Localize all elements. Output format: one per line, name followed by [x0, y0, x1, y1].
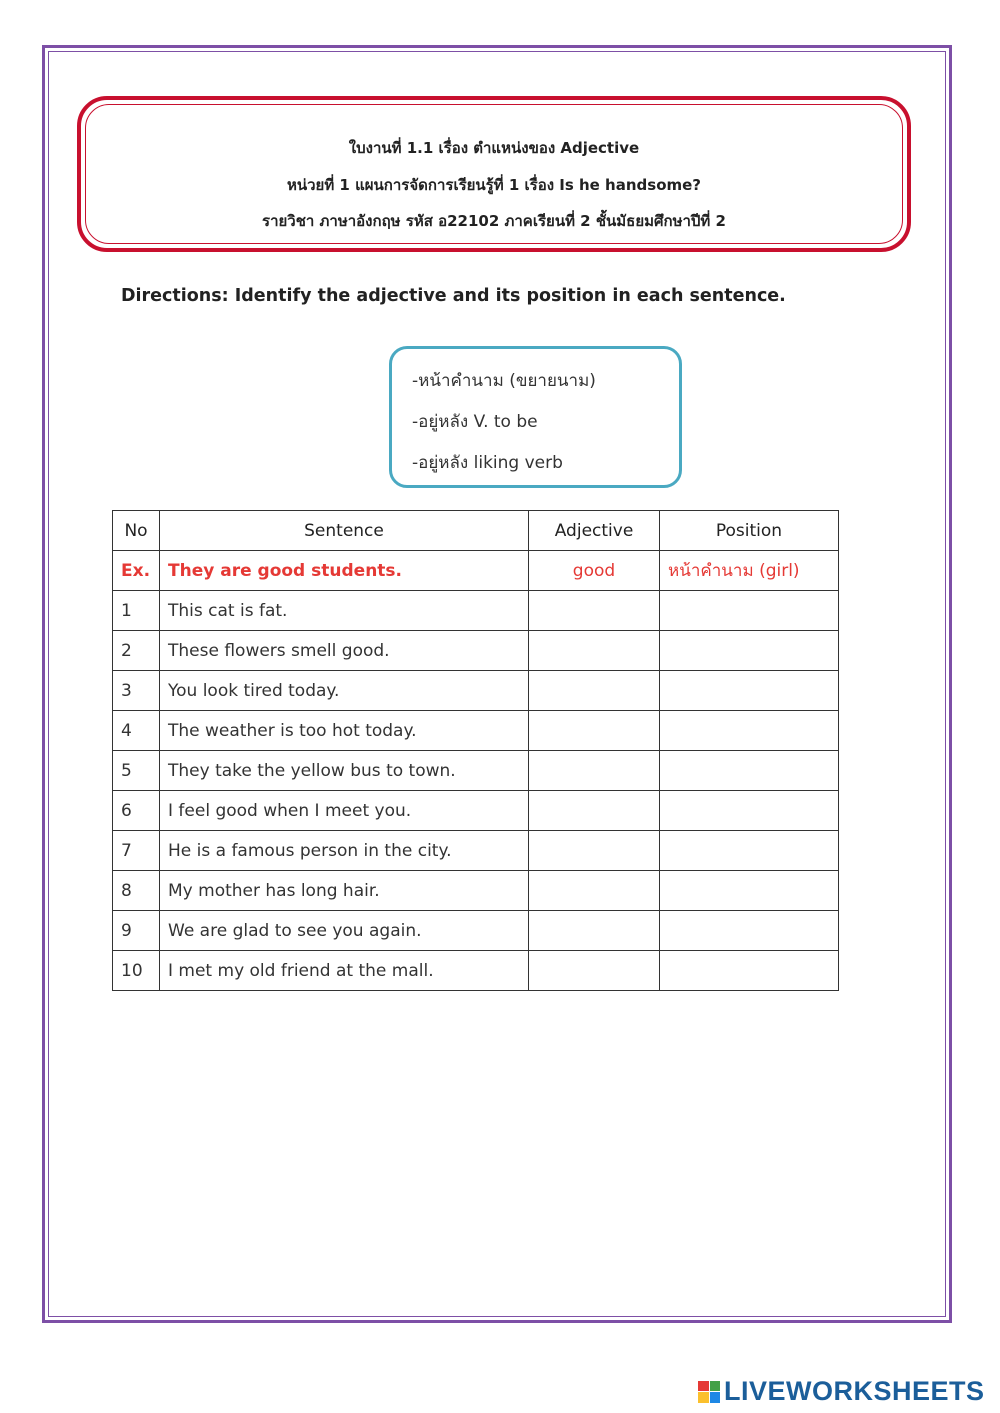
logo-mark-icon [698, 1381, 720, 1403]
header-adjective: Adjective [529, 511, 660, 551]
logo-text: LIVEWORKSHEETS [724, 1376, 985, 1406]
position-answer-cell[interactable] [660, 591, 839, 631]
row-no: 5 [113, 751, 160, 791]
row-no: 2 [113, 631, 160, 671]
row-sentence: These flowers smell good. [160, 631, 529, 671]
row-sentence: We are glad to see you again. [160, 911, 529, 951]
hint-box [389, 346, 682, 488]
adjective-answer-cell[interactable] [529, 711, 660, 751]
header-no: No [113, 511, 160, 551]
example-no: Ex. [113, 551, 160, 591]
position-answer-cell[interactable] [660, 751, 839, 791]
table-row [113, 591, 839, 631]
row-no: 3 [113, 671, 160, 711]
table-row [113, 831, 839, 871]
table-row [113, 911, 839, 951]
table-row [113, 751, 839, 791]
adjective-answer-cell[interactable] [529, 871, 660, 911]
row-sentence: I met my old friend at the mall. [160, 951, 529, 991]
liveworksheets-logo [698, 1376, 985, 1407]
position-answer-cell[interactable] [660, 831, 839, 871]
header-sentence: Sentence [160, 511, 529, 551]
adjective-answer-cell[interactable] [529, 951, 660, 991]
position-answer-cell[interactable] [660, 631, 839, 671]
table-row [113, 951, 839, 991]
position-answer-cell[interactable] [660, 911, 839, 951]
row-no: 4 [113, 711, 160, 751]
example-sentence: They are good students. [160, 551, 529, 591]
row-sentence: He is a famous person in the city. [160, 831, 529, 871]
row-sentence: This cat is fat. [160, 591, 529, 631]
row-no: 1 [113, 591, 160, 631]
row-no: 8 [113, 871, 160, 911]
header-title: ใบงานที่ 1.1 เรื่อง ตำแหน่งของ Adjective [348, 139, 640, 157]
adjective-answer-cell[interactable] [529, 631, 660, 671]
hint-item: -อยู่หลัง liking verb [412, 453, 563, 473]
position-answer-cell[interactable] [660, 791, 839, 831]
example-adjective: good [529, 551, 660, 591]
header-course: รายวิชา ภาษาอังกฤษ รหัส อ22102 ภาคเรียนที่ 2 ชั้นมัธยมศึกษาปีที่ 2 [262, 212, 726, 230]
hint-item: -อยู่หลัง V. to be [412, 412, 538, 432]
row-sentence: My mother has long hair. [160, 871, 529, 911]
row-sentence: They take the yellow bus to town. [160, 751, 529, 791]
row-no: 9 [113, 911, 160, 951]
adjective-answer-cell[interactable] [529, 751, 660, 791]
table-row [113, 671, 839, 711]
worksheet-header [77, 96, 911, 252]
hint-item: -หน้าคำนาม (ขยายนาม) [412, 371, 596, 391]
row-sentence: You look tired today. [160, 671, 529, 711]
table-row [113, 631, 839, 671]
example-row [113, 551, 839, 591]
table-row [113, 871, 839, 911]
position-answer-cell[interactable] [660, 671, 839, 711]
position-answer-cell[interactable] [660, 711, 839, 751]
position-answer-cell[interactable] [660, 871, 839, 911]
row-sentence: I feel good when I meet you. [160, 791, 529, 831]
directions-text: Directions: Identify the adjective and its position in each sentence. [121, 286, 786, 306]
adjective-answer-cell[interactable] [529, 911, 660, 951]
table-row [113, 711, 839, 751]
position-answer-cell[interactable] [660, 951, 839, 991]
header-position: Position [660, 511, 839, 551]
row-no: 10 [113, 951, 160, 991]
adjective-answer-cell[interactable] [529, 591, 660, 631]
adjective-answer-cell[interactable] [529, 671, 660, 711]
header-unit: หน่วยที่ 1 แผนการจัดการเรียนรู้ที่ 1 เรื่อง Is he handsome? [286, 176, 702, 194]
table-row [113, 791, 839, 831]
row-no: 7 [113, 831, 160, 871]
exercise-table [112, 510, 839, 991]
adjective-answer-cell[interactable] [529, 831, 660, 871]
table-header-row [113, 511, 839, 551]
adjective-answer-cell[interactable] [529, 791, 660, 831]
row-sentence: The weather is too hot today. [160, 711, 529, 751]
example-position: หน้าคำนาม (girl) [660, 551, 839, 591]
row-no: 6 [113, 791, 160, 831]
